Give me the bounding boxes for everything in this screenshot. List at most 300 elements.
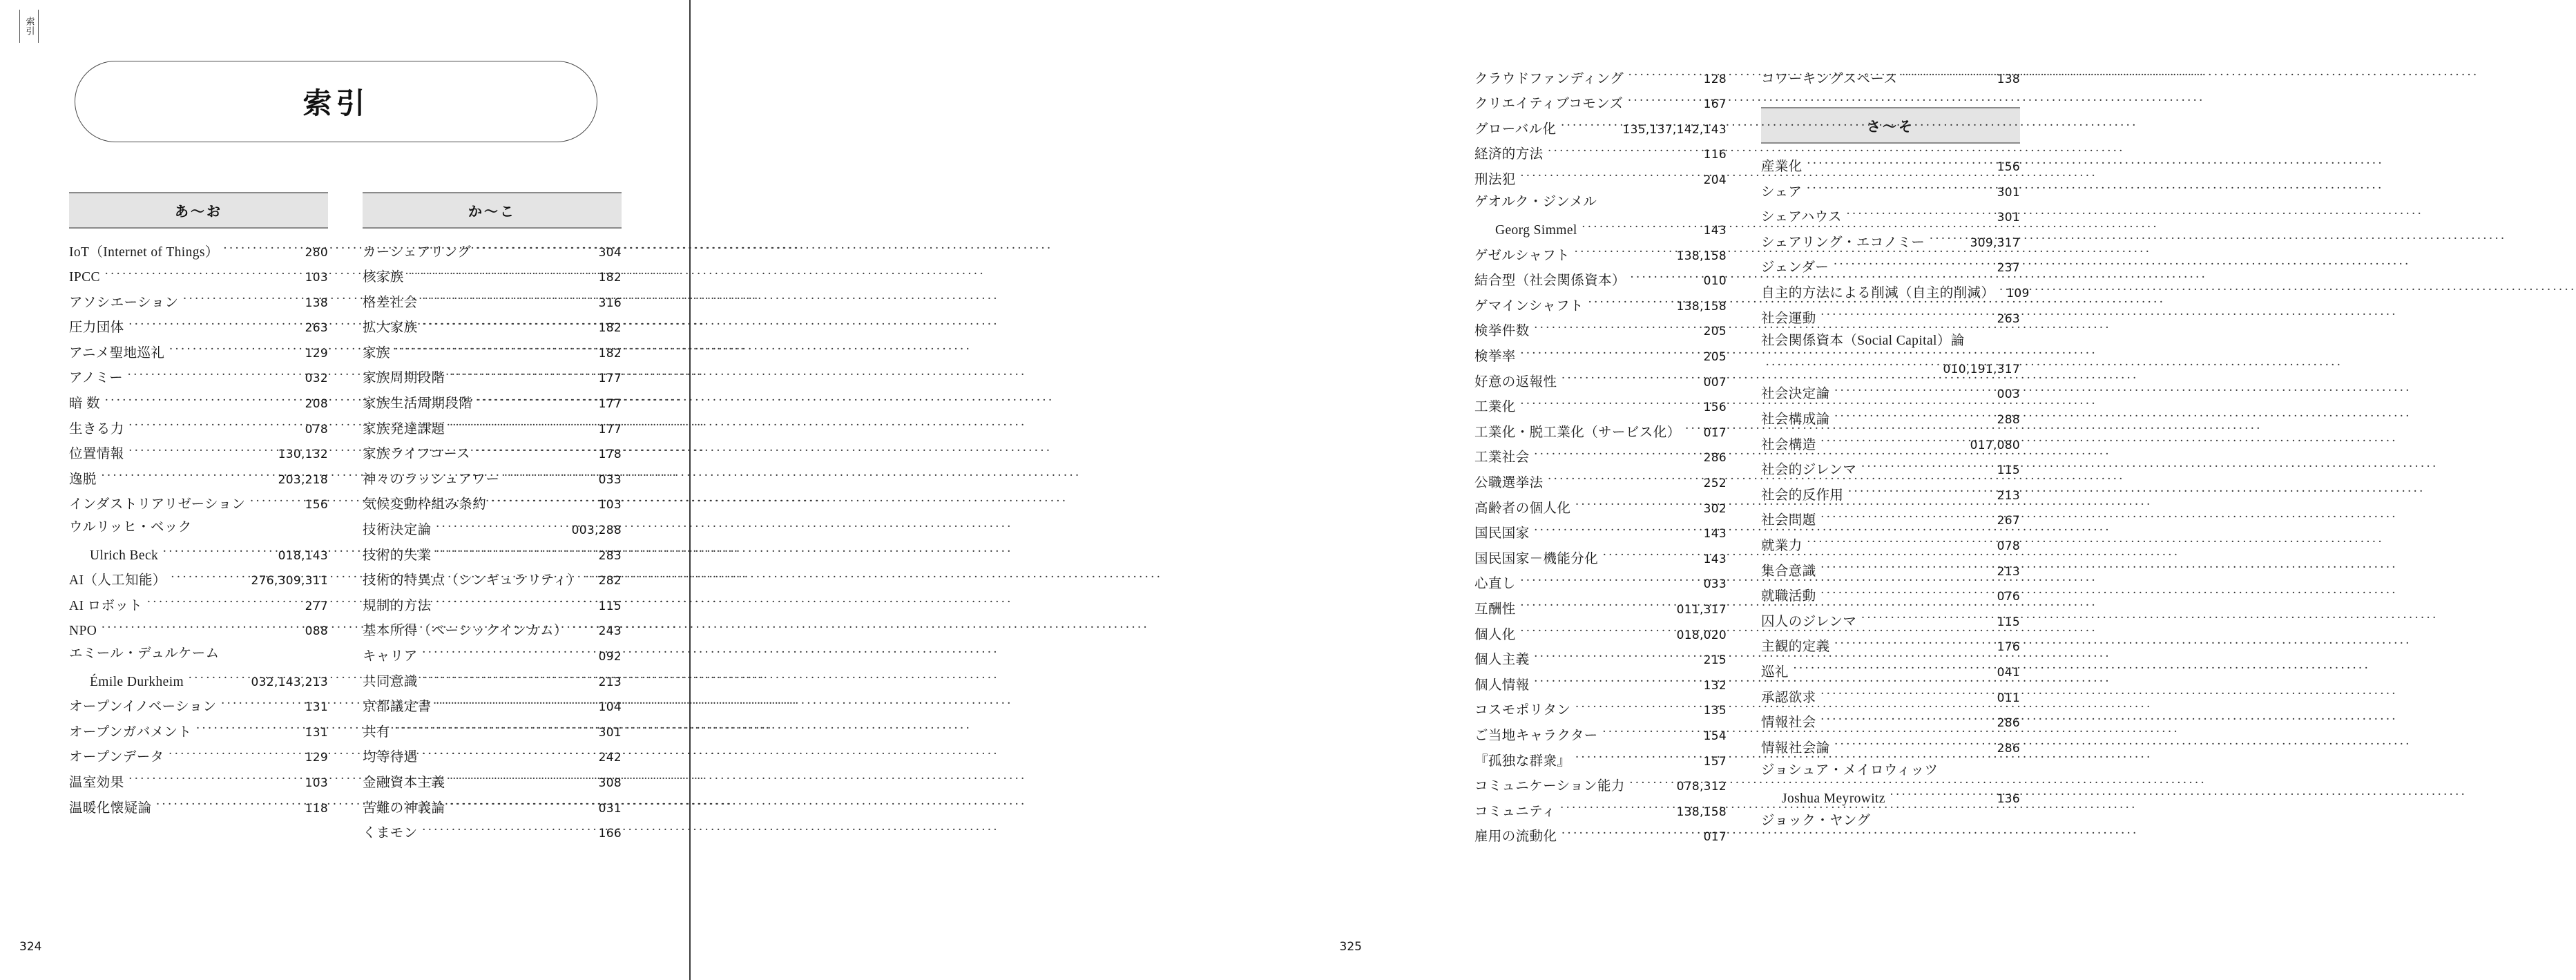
index-entry [69,369,328,394]
entry-leader-dots [1548,474,1700,488]
entry-leader-dots [477,394,595,408]
entry-term: 主観的定義 [1761,640,1830,655]
entry-term: Georg Simmel [1495,223,1577,238]
entry-leader-dots [436,546,595,559]
entry-term: 情報社会 [1761,715,1816,731]
entry-leader-dots [1559,802,1673,816]
entry-term: 就職活動 [1761,589,1816,604]
entry-leader-dots [449,369,595,383]
entry-leader-dots [101,622,301,635]
entry-term: Émile Durkheim [90,674,184,689]
index-entry [363,521,622,546]
index-entry [363,343,622,369]
entry-leader-dots [436,698,595,711]
index-entry [1474,372,1727,398]
entry-term: ゲマインシャフト [1474,298,1584,314]
entry-leader-dots [104,394,302,408]
entry-term: 『孤独な群衆』 [1474,753,1571,769]
entry-page-numbers: 166 [598,827,622,841]
entry-leader-dots [422,647,595,661]
entry-page-numbers: 301 [1997,185,2020,200]
entry-page-numbers: 031 [598,801,622,816]
index-entry [1474,271,1727,297]
entry-term: アソシエーション [69,295,179,310]
entry-term: 雇用の流動化 [1474,829,1557,845]
entry-leader-dots [162,546,274,559]
entry-page-numbers: 304 [598,245,622,260]
entry-leader-dots [1561,827,1700,841]
entry-leader-dots [1833,258,1993,272]
entry-leader-dots [1520,599,1673,613]
entry-term: 温暖化懐疑論 [69,800,152,816]
entry-page-numbers: 033 [1703,577,1727,592]
entry-leader-dots [490,495,595,509]
entry-page-numbers: 263 [305,321,328,336]
index-entry [69,773,328,798]
index-entry [69,698,328,723]
index-entry [1474,95,1727,120]
entry-leader-dots [1834,738,1994,752]
entry-page-numbers: 115 [1997,463,2020,478]
entry-leader-dots [1534,675,1700,689]
entry-term: 生きる力 [69,421,124,436]
entry-term: 規制的方法 [363,598,432,613]
index-entry [1474,145,1727,171]
entry-term: ジェンダー [1761,260,1829,276]
entry-term: IPCC [69,270,100,285]
entry-page-numbers: 017 [1703,830,1727,845]
entry-page-numbers: 308 [598,776,622,790]
entry-term: ご当地キャラクター [1474,728,1598,743]
index-entry [1474,575,1727,600]
entry-page-numbers: 104 [598,700,622,715]
entry-page-numbers: 156 [305,498,328,512]
entry-page-numbers: 177 [598,372,622,386]
entry-leader-dots [1820,309,1994,323]
entry-term: 社会決定論 [1761,387,1830,402]
entry-page-numbers: 243 [598,624,622,639]
entry-term: 共同意識 [363,674,418,689]
index-entry [363,647,622,673]
entry-leader-dots [449,419,595,433]
index-entry [1474,625,1727,651]
entry-leader-dots [1890,789,1994,803]
entry-term: オープンイノベーション [69,700,217,715]
entry-leader-dots [1561,372,1700,386]
entry-page-numbers: 116 [1703,148,1727,162]
entry-page-numbers: 010 [1703,274,1727,289]
entry-term: シェアリング・エコノミー [1761,235,1925,250]
entry-leader-dots [449,798,595,812]
index-entry [69,596,328,622]
entry-page-numbers: 032 [305,372,328,386]
index-entry [69,394,328,420]
entry-term: 国民国家－機能分化 [1474,551,1599,566]
entry-leader-dots [572,622,595,635]
entry-leader-dots [223,242,302,256]
entry-term: アニメ聖地巡礼 [69,345,165,361]
entry-leader-dots [475,242,595,256]
folio-left: 324 [19,940,42,954]
entry-page-numbers: 286 [1997,716,2020,731]
entry-term: 技術的特異点（シンギュラリティ） [363,573,581,588]
index-entry [69,647,328,673]
index-entry [363,824,622,849]
entry-term: 技術決定論 [363,523,432,538]
entry-page-numbers: 283 [598,548,622,563]
running-head-label: 索引 [23,17,35,36]
entry-page-numbers: 128 [1703,72,1727,86]
entry-leader-dots [1820,688,1994,702]
entry-page-numbers: 182 [598,321,622,336]
entry-leader-dots [1629,777,1673,791]
entry-leader-dots [128,773,302,787]
entry-page-numbers: 167 [1703,97,1727,112]
entry-leader-dots [394,722,595,736]
index-entry [1474,69,1727,95]
entry-term: カーシェアリング [363,244,472,260]
entry-leader-dots [1793,662,1994,676]
index-entry [1474,802,1727,827]
entry-leader-dots [1806,182,1993,196]
entry-page-numbers: 205 [1703,325,1727,339]
index-title-box [75,61,597,142]
entry-page-numbers: 288 [1997,413,2020,427]
entry-page-numbers: 182 [598,346,622,361]
index-entry [69,798,328,824]
entry-leader-dots [104,268,302,282]
index-entry [1474,599,1727,625]
index-entry [363,722,622,748]
entry-page-numbers: 007 [1703,375,1727,390]
entry-term: 承認欲求 [1761,690,1816,705]
entry-term: 就業力 [1761,539,1803,553]
entry-term: コミュニケーション能力 [1474,779,1625,794]
entry-term: インダストリアリゼーション [69,497,246,512]
entry-page-numbers: 078 [1997,539,2020,553]
entry-leader-dots [1582,221,1700,235]
entry-page-numbers: 178 [598,448,622,462]
index-entry [1474,195,1727,221]
entry-page-numbers: 138 [1997,72,2020,86]
index-entry [69,242,328,268]
entry-leader-dots [249,495,301,509]
entry-page-numbers: 282 [598,574,622,588]
entry-term: 圧力団体 [69,320,124,336]
entry-page-numbers: 138 [305,296,328,310]
entry-leader-dots [1630,271,1700,285]
entry-term: 京都議定書 [363,700,432,715]
entry-page-numbers: 011 [1997,691,2020,705]
section-header [363,192,622,229]
index-entry [1474,777,1727,803]
entry-term: 核家族 [363,270,404,285]
entry-leader-dots [1520,170,1700,184]
section-header-label: か〜こ [468,203,516,220]
entry-term: NPO [69,624,97,639]
entry-term: エミール・デュルケーム [69,646,220,661]
entry-term: 集合意識 [1761,564,1816,579]
entry-term: 金融資本主義 [363,775,445,790]
entry-leader-dots [1685,423,1700,436]
entry-leader-dots [128,419,302,433]
entry-term: 囚人のジレンマ [1761,614,1857,629]
entry-page-numbers: 182 [598,271,622,285]
entry-leader-dots [1846,208,1994,222]
entry-page-numbers: 041 [1997,665,2020,680]
index-entry [69,293,328,318]
entry-term: 家族ライフコース [363,447,471,462]
entry-leader-dots [585,571,595,585]
entry-term: 検挙件数 [1474,324,1530,339]
entry-page-numbers: 017 [1703,425,1727,440]
entry-leader-dots [436,521,568,535]
entry-page-numbers: 138,158 [1676,299,1727,314]
entry-term: 位置情報 [69,447,124,462]
entry-term: 高齢者の個人化 [1474,501,1571,516]
index-entry [1474,448,1727,474]
entry-page-numbers: 115 [598,599,622,613]
section-header-label: さ〜そ [1867,117,1914,135]
entry-term: 共有 [363,724,390,740]
entry-leader-dots [188,672,247,686]
entry-leader-dots [1520,625,1673,639]
entry-page-numbers: 154 [1703,729,1727,743]
entry-page-numbers: 156 [1703,401,1727,415]
entry-term: 個人主義 [1474,653,1530,668]
entry-term: シェアハウス [1761,210,1842,225]
entry-term: 個人化 [1474,627,1516,642]
entry-page-numbers: 135 [1703,704,1727,718]
entry-page-numbers: 003 [1997,387,2020,402]
entry-term: IoT（Internet of Things） [69,244,219,260]
index-column-a-o [69,192,328,849]
entry-leader-dots [1834,410,1994,424]
entry-page-numbers: 213 [598,675,622,689]
index-entry [69,445,328,470]
entry-term: 家族 [363,345,390,361]
entry-leader-dots [1820,561,1994,575]
entry-leader-dots [1807,157,1994,171]
index-entry [69,546,328,571]
entry-page-numbers: 010,191,317 [1943,362,2020,376]
entry-term: ウルリッヒ・ベック [69,519,192,535]
entry-leader-dots [1534,651,1700,664]
entry-leader-dots [1834,385,1994,398]
index-entry [69,672,328,698]
entry-term: 逸脱 [69,472,97,487]
entry-leader-dots [1929,233,1966,247]
index-entry [69,722,328,748]
entry-term: 暗 数 [69,396,101,412]
entry-leader-dots [146,596,301,610]
entry-term: ジョシュア・メイロウィッツ [1761,762,1939,778]
entry-term: グローバル化 [1474,122,1557,137]
index-entry [1474,423,1727,448]
running-head [19,10,39,43]
entry-page-numbers: 118 [305,801,328,816]
entry-leader-dots [408,268,595,282]
entry-leader-dots [1820,435,1967,449]
entry-leader-dots [155,798,301,812]
entry-page-numbers: 143 [1703,552,1727,566]
entry-term: 苦難の神義論 [363,800,445,816]
index-entry [1474,246,1727,271]
entry-page-numbers: 092 [598,650,622,664]
entry-leader-dots [1575,499,1700,512]
section-header [69,192,328,229]
entry-leader-dots [128,445,275,459]
entry-term: コミュニティ [1474,804,1556,819]
entry-term: 神々のラッシュアワー [363,472,500,487]
entry-leader-dots [127,369,302,383]
entry-page-numbers: 078 [305,422,328,436]
section-header-label: あ〜お [175,203,222,220]
entry-term: 産業化 [1761,160,1803,175]
entry-term: 社会構成論 [1761,412,1830,427]
entry-leader-dots [1575,751,1700,765]
entry-leader-dots [128,318,302,332]
entry-term: 国民国家 [1474,526,1530,541]
entry-term: クラウドファンディング [1474,71,1624,86]
entry-page-numbers: 088 [305,624,328,639]
index-entry [1474,524,1727,550]
entry-leader-dots [169,343,301,357]
entry-term: AI ロボット [69,598,143,613]
entry-term: 社会関係資本（Social Capital）論 [1761,333,1965,348]
entry-leader-dots [1807,537,1994,550]
entry-term: 拡大家族 [363,320,418,336]
entry-page-numbers: 177 [598,397,622,412]
index-entry [69,343,328,369]
index-entry [69,268,328,294]
entry-page-numbers: 277 [305,599,328,613]
entry-leader-dots [1520,575,1700,588]
entry-leader-dots [1548,145,1700,159]
entry-leader-dots [1575,701,1700,715]
entry-page-numbers: 103 [598,498,622,512]
index-entry [69,495,328,521]
index-entry [1474,347,1727,373]
index-entry [1474,296,1727,322]
entry-leader-dots [449,773,595,787]
folio-right: 325 [1339,940,1362,954]
index-entry [1474,651,1727,676]
entry-page-numbers: 130,132 [278,448,328,462]
entry-term: オープンガバメント [69,724,192,740]
entry-page-numbers: 018,020 [1676,628,1727,642]
entry-page-numbers: 115 [1997,615,2020,629]
entry-term: くまモン [363,826,418,841]
entry-leader-dots [1861,612,1993,626]
entry-leader-dots [1520,347,1700,361]
index-entry [1474,221,1727,247]
entry-page-numbers: 176 [1997,640,2020,655]
entry-page-numbers: 136 [1997,791,2020,806]
entry-term: 互酬性 [1474,602,1516,617]
entry-term: 家族発達課題 [363,421,445,436]
index-entry [1474,827,1727,853]
entry-page-numbers: 131 [305,700,328,715]
entry-page-numbers: 157 [1703,754,1727,769]
entry-leader-dots [1901,69,1993,83]
entry-term: 技術的失業 [363,548,432,563]
entry-page-numbers: 203,218 [278,472,328,487]
entry-leader-dots [1765,359,1940,373]
entry-page-numbers: 237 [1997,261,2020,276]
entry-leader-dots [474,445,595,459]
entry-term: コワーキングスペース [1761,71,1898,86]
entry-term: 個人情報 [1474,678,1530,693]
entry-page-numbers: 267 [1997,514,2020,528]
entry-page-numbers: 033 [598,472,622,487]
entry-term: 経済的方法 [1474,147,1544,162]
entry-term: 公職選挙法 [1474,476,1544,490]
index-entry [1474,499,1727,524]
entry-leader-dots [1834,637,1994,651]
entry-page-numbers: 011,317 [1676,602,1727,617]
entry-term: ゲオルク・ジンメル [1474,194,1597,209]
entry-leader-dots [1820,713,1994,727]
entry-leader-dots [1602,726,1700,740]
entry-leader-dots [1574,246,1673,260]
entry-term: 基本所得（ベーシックインカム） [363,624,568,639]
entry-term: アノミー [69,371,124,386]
entry-term: 巡礼 [1761,664,1789,680]
entry-page-numbers: 263 [1997,311,2020,326]
index-entry [1474,170,1727,195]
entry-page-numbers: 301 [1997,211,2020,225]
entry-term: 気候変動枠組み条約 [363,497,487,512]
entry-page-numbers: 109 [2006,287,2030,301]
entry-leader-dots [1820,511,1994,525]
entry-leader-dots [1520,398,1700,412]
entry-term: 情報社会論 [1761,740,1830,756]
index-entry [69,571,328,597]
entry-leader-dots [101,470,275,483]
entry-page-numbers: 205 [1703,350,1727,365]
entry-leader-dots [1847,486,1993,499]
entry-page-numbers: 003,288 [571,523,622,538]
entry-page-numbers: 213 [1997,564,2020,579]
index-entry [1474,398,1727,423]
entry-page-numbers: 215 [1703,653,1727,668]
entry-page-numbers: 078,312 [1676,780,1727,794]
right-page-columns [1474,69,2030,852]
entry-page-numbers: 316 [598,296,622,310]
entry-leader-dots [1534,322,1700,336]
entry-page-numbers: 132 [1703,678,1727,693]
entry-leader-dots [171,571,248,585]
entry-page-numbers: 135,137,142,143 [1622,122,1727,137]
entry-leader-dots [182,293,301,307]
entry-page-numbers: 286 [1997,741,2020,756]
index-entry [69,521,328,546]
entry-term: 刑法犯 [1474,172,1516,187]
entry-page-numbers: 076 [1997,590,2020,604]
entry-leader-dots [1602,549,1700,563]
entry-page-numbers: 208 [305,397,328,412]
entry-leader-dots [394,343,595,357]
entry-page-numbers: 204 [1703,173,1727,187]
entry-leader-dots [1560,119,1619,133]
entry-page-numbers: 177 [598,422,622,436]
entry-leader-dots [1820,587,1994,601]
entry-page-numbers: 129 [305,751,328,765]
entry-page-numbers: 018,143 [278,548,328,563]
entry-term: 社会問題 [1761,513,1816,528]
page-left [0,0,691,980]
